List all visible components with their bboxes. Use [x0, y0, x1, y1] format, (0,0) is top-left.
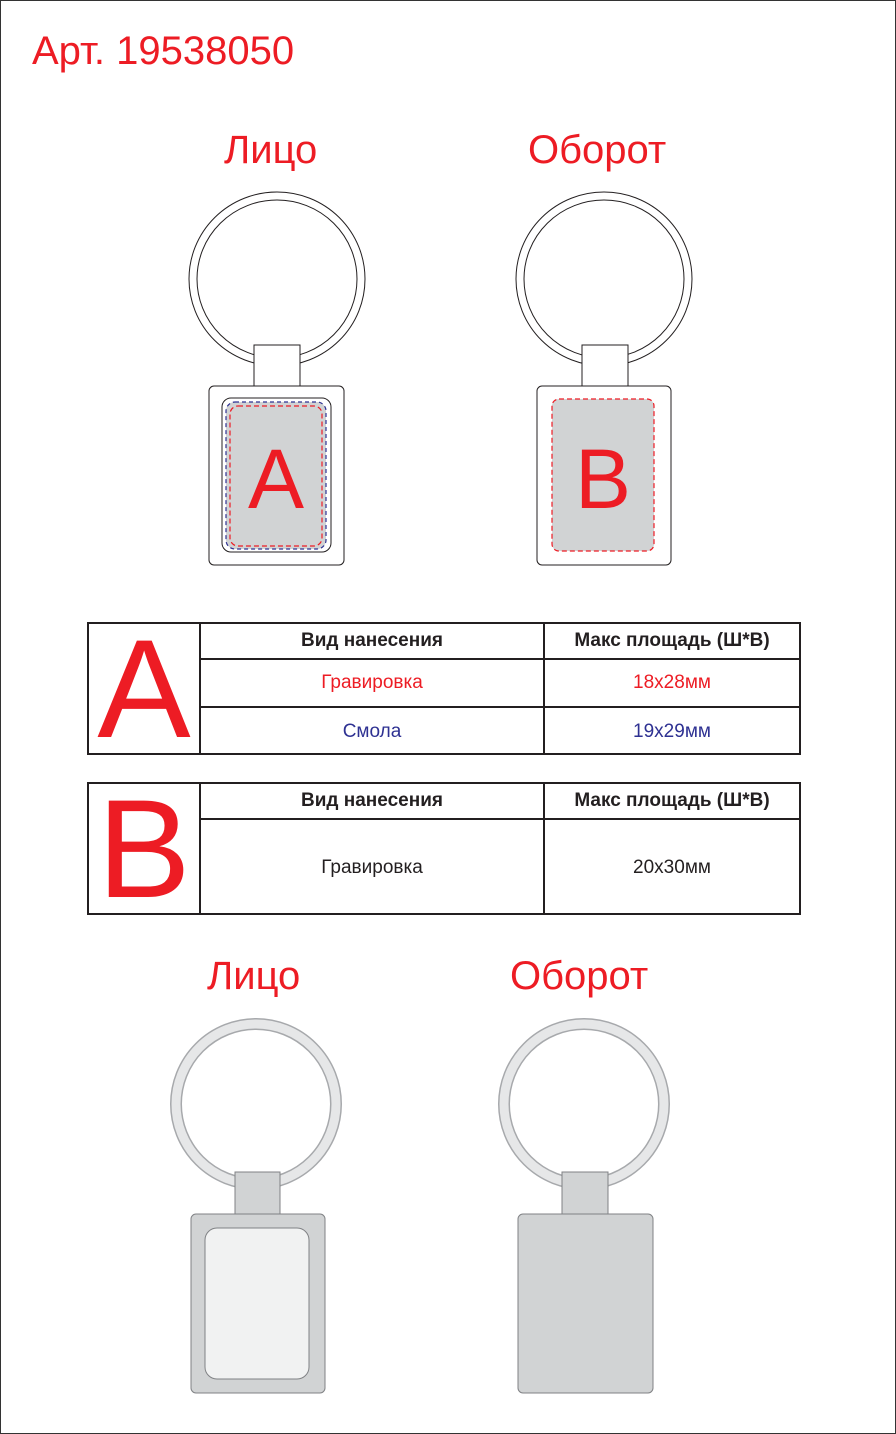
table-b-header-area: Макс площадь (Ш*В)	[574, 790, 770, 811]
top-front-label: Лицо	[224, 128, 318, 172]
table-b-row1-area: 20х30мм	[633, 856, 711, 878]
spec-table-a	[87, 609, 801, 767]
table-b-header-method: Вид нанесения	[201, 784, 545, 818]
table-row	[201, 660, 799, 708]
zone-b-letter: B	[574, 432, 632, 526]
table-a-header-row	[201, 624, 799, 660]
zone-a-letter: A	[247, 432, 305, 526]
bottom-front-label: Лицо	[207, 954, 301, 998]
table-b-letter: B	[89, 784, 201, 913]
table-a-row1-method: Гравировка	[201, 660, 545, 706]
table-row	[201, 820, 799, 915]
table-a-row1-area: 18х28мм	[633, 672, 711, 693]
front-outline-keychain	[189, 192, 365, 565]
table-a-row2-method: Смола	[201, 708, 545, 755]
table-b-header-row	[201, 784, 799, 820]
table-a-header-area: Макс площадь (Ш*В)	[574, 630, 770, 651]
table-a-header-method: Вид нанесения	[201, 624, 545, 658]
table-a-row2-area: 19х29мм	[633, 720, 711, 742]
back-outline-keychain	[516, 192, 692, 565]
article-number: Арт. 19538050	[32, 29, 295, 73]
table-b-row1-method: Гравировка	[201, 820, 545, 915]
spec-table-b	[87, 769, 801, 927]
table-a-letter: A	[89, 624, 201, 753]
top-back-label: Оборот	[528, 128, 667, 172]
table-row	[201, 708, 799, 755]
bottom-back-label: Оборот	[510, 954, 649, 998]
top-keychain-drawings	[0, 0, 896, 600]
